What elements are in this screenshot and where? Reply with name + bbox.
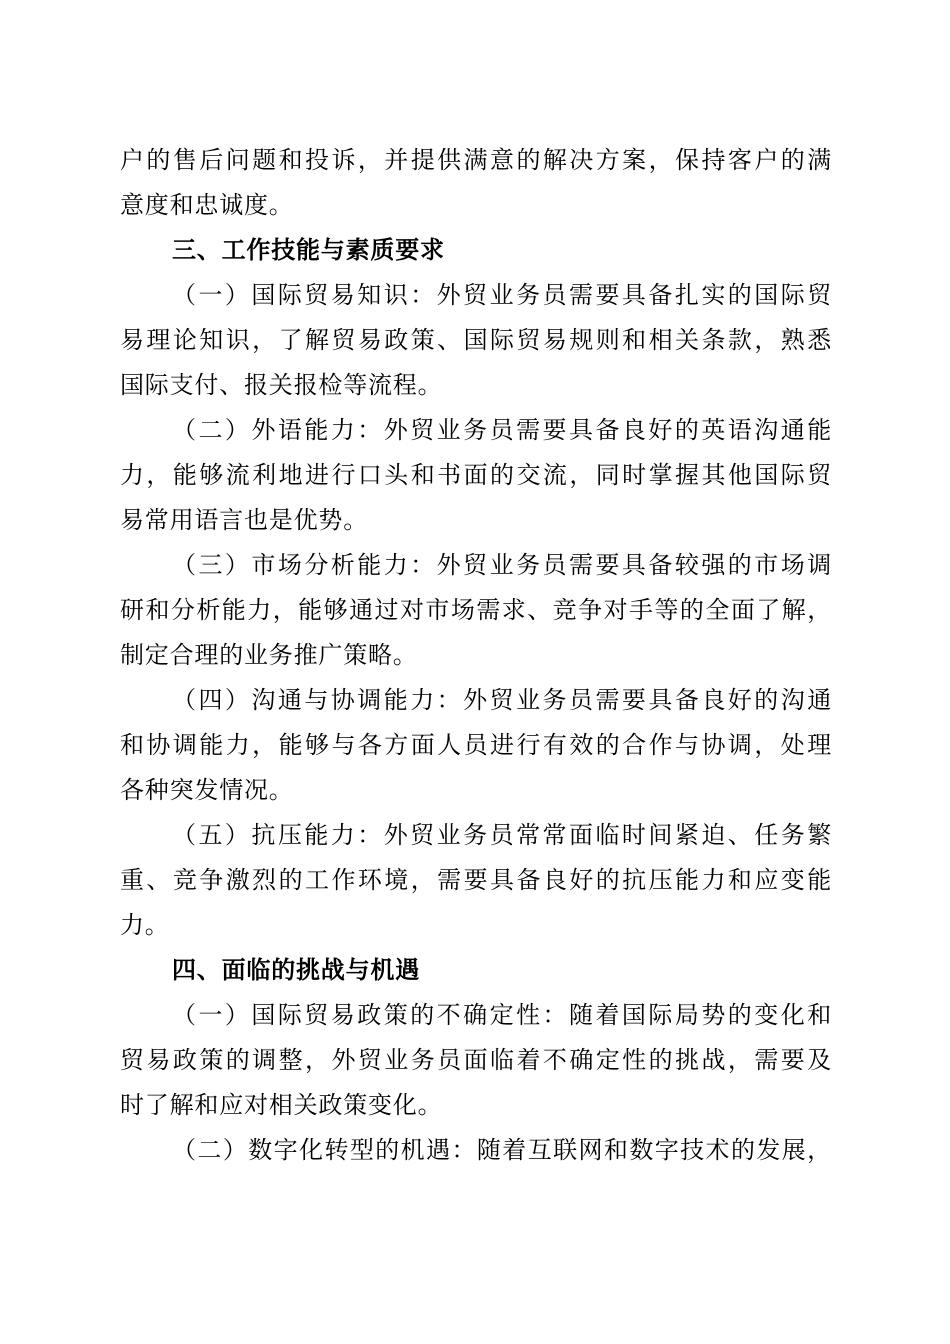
body-line: 国际支付、报关报检等流程。 (120, 371, 443, 399)
body-line: 制定合理的业务推广策略。 (120, 641, 418, 669)
body-line: 力。 (120, 911, 170, 939)
body-line: 贸易政策的调整，外贸业务员面临着不确定性的挑战，需要及 (120, 1046, 832, 1074)
body-line: 力，能够流利地进行口头和书面的交流，同时掌握其他国际贸 (120, 461, 832, 489)
body-line: 时了解和应对相关政策变化。 (120, 1091, 443, 1119)
paragraph-first-line: （五）抗压能力：外贸业务员常常面临时间紧迫、任务繁 (172, 821, 832, 849)
paragraph-first-line: （二）数字化转型的机遇：随着互联网和数字技术的发展， (172, 1136, 832, 1164)
body-line: 易常用语言也是优势。 (120, 506, 368, 534)
paragraph-first-line: （四）沟通与协调能力：外贸业务员需要具备良好的沟通 (172, 686, 832, 714)
body-line: 意度和忠诚度。 (120, 191, 294, 219)
paragraph-first-line: （二）外语能力：外贸业务员需要具备良好的英语沟通能 (172, 416, 832, 444)
section-heading-4: 四、面临的挑战与机遇 (172, 956, 420, 984)
body-line: 户的售后问题和投诉，并提供满意的解决方案，保持客户的满 (120, 146, 832, 174)
body-line: 易理论知识，了解贸易政策、国际贸易规则和相关条款，熟悉 (120, 326, 832, 354)
body-line: 各种突发情况。 (120, 776, 294, 804)
paragraph-first-line: （一）国际贸易知识：外贸业务员需要具备扎实的国际贸 (172, 281, 832, 309)
paragraph-first-line: （一）国际贸易政策的不确定性：随着国际局势的变化和 (172, 1001, 832, 1029)
body-line: 重、竞争激烈的工作环境，需要具备良好的抗压能力和应变能 (120, 866, 832, 894)
paragraph-first-line: （三）市场分析能力：外贸业务员需要具备较强的市场调 (172, 551, 832, 579)
body-line: 和协调能力，能够与各方面人员进行有效的合作与协调，处理 (120, 731, 832, 759)
section-heading-3: 三、工作技能与素质要求 (172, 236, 445, 264)
body-line: 研和分析能力，能够通过对市场需求、竞争对手等的全面了解， (120, 596, 832, 624)
